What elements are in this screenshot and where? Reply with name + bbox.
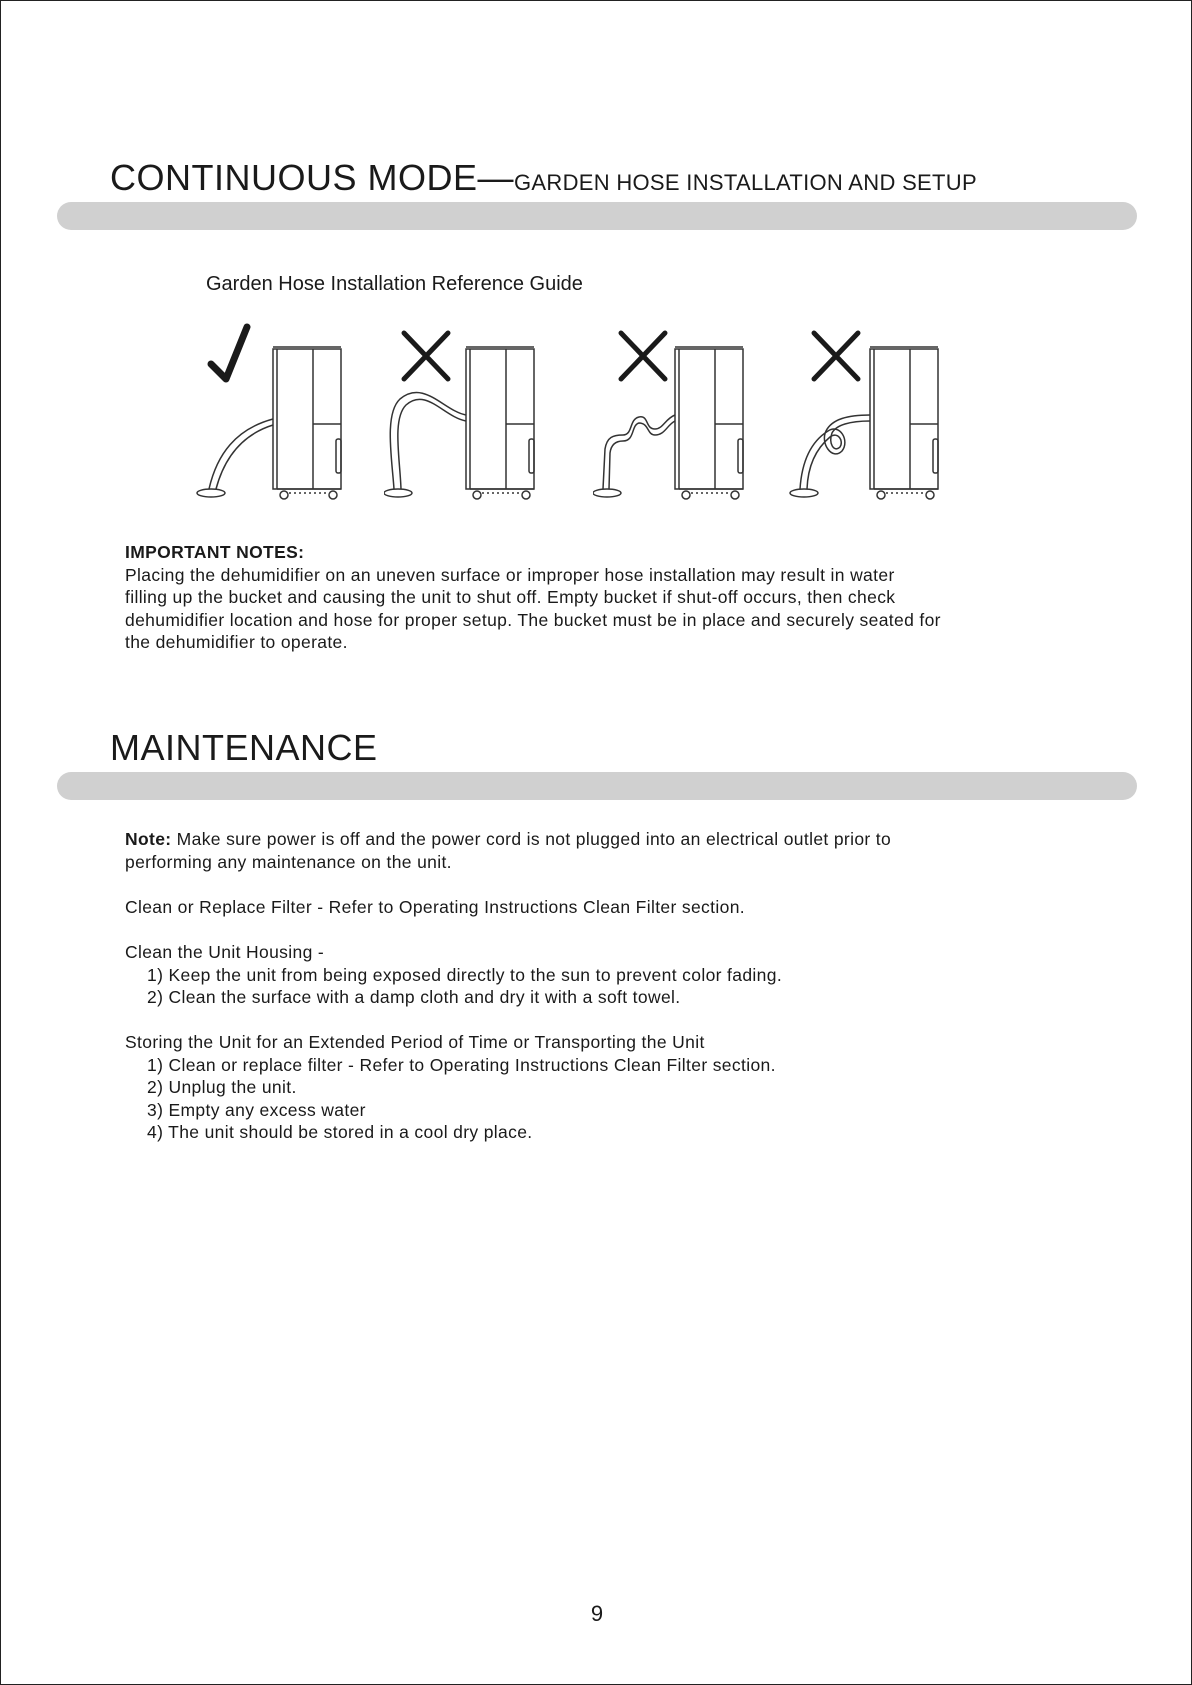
garden-hose xyxy=(790,415,870,497)
notes-line: dehumidifier location and hose for proper setup. The bucket must be in place and securely seated for xyxy=(125,609,941,630)
garden-hose xyxy=(593,415,675,497)
section-title: CONTINUOUS MODE— xyxy=(110,157,514,198)
notes-line: Placing the dehumidifier on an uneven surface or improper hose installation may result in water xyxy=(125,564,895,585)
cross-icon xyxy=(404,333,448,379)
housing-heading: Clean the Unit Housing - xyxy=(125,942,325,962)
section-divider-bar xyxy=(57,772,1137,800)
notes-line: filling up the bucket and causing the unit to shut off. Empty bucket if shut-off occurs, then check xyxy=(125,587,896,607)
storing-heading: Storing the Unit for an Extended Period of Time or Transporting the Unit xyxy=(125,1032,705,1052)
dehumidifier-unit xyxy=(273,347,341,499)
note-text: Make sure power is off and the power cord is not plugged into an electrical outlet prior to xyxy=(171,829,892,849)
check-icon xyxy=(211,327,247,379)
list-item: 4) The unit should be stored in a cool dry place. xyxy=(147,1122,533,1142)
housing-section xyxy=(125,941,1105,1009)
dehumidifier-unit xyxy=(466,347,534,499)
important-notes-heading: IMPORTANT NOTES: xyxy=(125,542,305,562)
hose-figure-incorrect-2 xyxy=(593,319,763,514)
hose-figure-incorrect-3 xyxy=(788,319,958,514)
list-item: 1) Keep the unit from being exposed directly to the sun to prevent color fading. xyxy=(147,964,783,985)
list-item: 3) Empty any excess water xyxy=(147,1099,366,1120)
note-label: Note: xyxy=(125,829,172,849)
section-subtitle: GARDEN HOSE INSTALLATION AND SETUP xyxy=(514,170,977,195)
list-item: 2) Clean the surface with a damp cloth and dry it with a soft towel. xyxy=(147,987,681,1007)
dehumidifier-unit xyxy=(870,347,938,499)
hose-figure-incorrect-1 xyxy=(384,319,554,514)
cross-icon xyxy=(621,333,665,379)
section-divider-bar xyxy=(57,202,1137,230)
hose-figure-correct xyxy=(191,319,361,514)
cross-icon xyxy=(814,333,858,379)
page-number: 9 xyxy=(590,1601,604,1626)
note-text: performing any maintenance on the unit. xyxy=(125,851,452,872)
continuous-mode-heading xyxy=(110,157,977,199)
list-item: 2) Unplug the unit. xyxy=(147,1077,297,1097)
important-notes xyxy=(125,541,1105,654)
notes-line: the dehumidifier to operate. xyxy=(125,632,348,652)
filter-instruction: Clean or Replace Filter - Refer to Operating Instructions Clean Filter section. xyxy=(125,897,745,917)
storing-section xyxy=(125,1031,1105,1144)
maintenance-note xyxy=(125,828,1105,873)
dehumidifier-unit xyxy=(675,347,743,499)
list-item: 1) Clean or replace filter - Refer to Operating Instructions Clean Filter section. xyxy=(147,1054,776,1075)
garden-hose xyxy=(384,392,466,497)
guide-title: Garden Hose Installation Reference Guide xyxy=(206,273,583,295)
garden-hose xyxy=(197,419,273,497)
maintenance-heading: MAINTENANCE xyxy=(110,727,378,768)
